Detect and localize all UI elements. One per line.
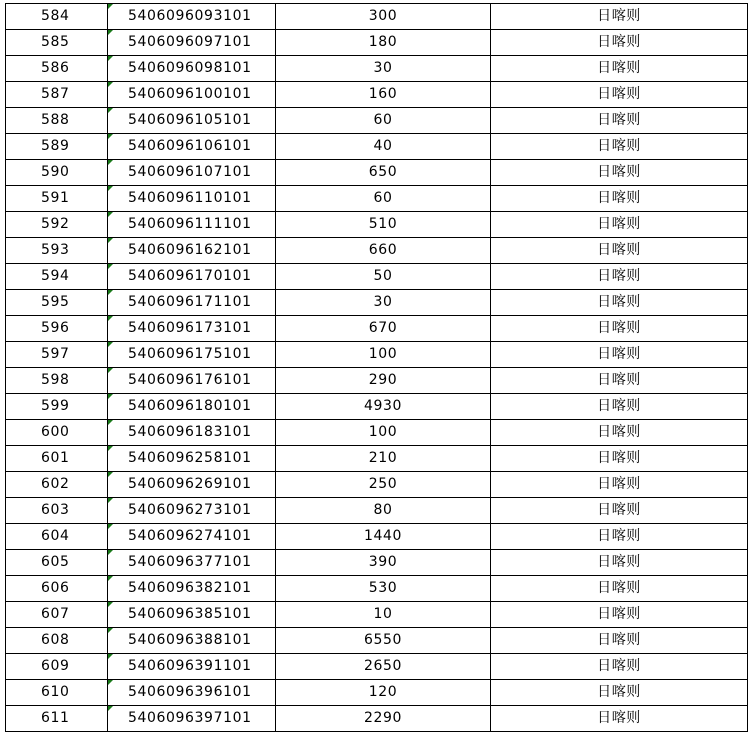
table-row (6, 654, 748, 680)
place-cell[interactable]: 日喀则 (491, 706, 748, 732)
code-text: 5406096171101 (128, 294, 252, 310)
table-row (6, 160, 748, 186)
code-text: 5406096106101 (128, 138, 252, 154)
text-number-flag-icon (108, 160, 113, 165)
place-cell[interactable]: 日喀则 (491, 238, 748, 264)
place-cell[interactable]: 日喀则 (491, 368, 748, 394)
table-row (6, 264, 748, 290)
table-row (6, 56, 748, 82)
code-text: 5406096397101 (128, 710, 252, 726)
table-row (6, 368, 748, 394)
value-cell[interactable]: 4930 (276, 394, 491, 420)
table-row (6, 134, 748, 160)
row-number-cell[interactable]: 599 (6, 394, 108, 420)
value-cell[interactable]: 160 (276, 82, 491, 108)
table-row (6, 82, 748, 108)
value-cell[interactable]: 300 (276, 4, 491, 30)
code-text: 5406096180101 (128, 398, 252, 414)
value-cell[interactable]: 6550 (276, 628, 491, 654)
code-cell[interactable] (108, 160, 276, 186)
text-number-flag-icon (108, 498, 113, 503)
table-row (6, 108, 748, 134)
code-cell[interactable] (108, 56, 276, 82)
table-row (6, 524, 748, 550)
code-cell[interactable] (108, 368, 276, 394)
value-cell[interactable]: 650 (276, 160, 491, 186)
value-cell[interactable]: 510 (276, 212, 491, 238)
value-cell[interactable]: 660 (276, 238, 491, 264)
code-cell[interactable] (108, 134, 276, 160)
row-number-cell[interactable]: 587 (6, 82, 108, 108)
code-cell[interactable] (108, 628, 276, 654)
value-cell[interactable]: 100 (276, 420, 491, 446)
row-number-cell[interactable]: 604 (6, 524, 108, 550)
text-number-flag-icon (108, 394, 113, 399)
place-cell[interactable]: 日喀则 (491, 628, 748, 654)
row-number-cell[interactable]: 585 (6, 30, 108, 56)
code-text: 5406096377101 (128, 554, 252, 570)
table-row (6, 576, 748, 602)
code-cell[interactable] (108, 290, 276, 316)
table-row (6, 446, 748, 472)
code-cell[interactable] (108, 446, 276, 472)
value-cell[interactable]: 30 (276, 56, 491, 82)
place-cell[interactable]: 日喀则 (491, 654, 748, 680)
text-number-flag-icon (108, 628, 113, 633)
text-number-flag-icon (108, 654, 113, 659)
text-number-flag-icon (108, 550, 113, 555)
row-number-cell[interactable]: 598 (6, 368, 108, 394)
table-row (6, 680, 748, 706)
code-text: 5406096107101 (128, 164, 252, 180)
row-number-cell[interactable]: 602 (6, 472, 108, 498)
code-text: 5406096382101 (128, 580, 252, 596)
text-number-flag-icon (108, 4, 113, 9)
row-number-cell[interactable]: 600 (6, 420, 108, 446)
table-row (6, 290, 748, 316)
value-cell[interactable]: 60 (276, 186, 491, 212)
value-cell[interactable]: 2290 (276, 706, 491, 732)
row-number-cell[interactable]: 593 (6, 238, 108, 264)
row-number-cell[interactable]: 595 (6, 290, 108, 316)
value-cell[interactable]: 100 (276, 342, 491, 368)
table-row (6, 30, 748, 56)
row-number-cell[interactable]: 594 (6, 264, 108, 290)
code-text: 5406096097101 (128, 34, 252, 50)
code-text: 5406096388101 (128, 632, 252, 648)
code-text: 5406096110101 (128, 190, 252, 206)
code-text: 5406096274101 (128, 528, 252, 544)
code-text: 5406096111101 (128, 216, 252, 232)
code-text: 5406096173101 (128, 320, 252, 336)
code-cell[interactable] (108, 602, 276, 628)
place-cell[interactable]: 日喀则 (491, 56, 748, 82)
code-text: 5406096162101 (128, 242, 252, 258)
code-text: 5406096273101 (128, 502, 252, 518)
text-number-flag-icon (108, 446, 113, 451)
code-cell[interactable] (108, 316, 276, 342)
place-cell[interactable]: 日喀则 (491, 108, 748, 134)
code-cell[interactable] (108, 472, 276, 498)
code-text: 5406096391101 (128, 658, 252, 674)
code-text: 5406096093101 (128, 8, 252, 24)
text-number-flag-icon (108, 56, 113, 61)
row-number-cell[interactable]: 586 (6, 56, 108, 82)
row-number-cell[interactable]: 588 (6, 108, 108, 134)
table-row (6, 4, 748, 30)
code-cell[interactable] (108, 186, 276, 212)
place-cell[interactable]: 日喀则 (491, 394, 748, 420)
place-cell[interactable]: 日喀则 (491, 4, 748, 30)
text-number-flag-icon (108, 316, 113, 321)
value-cell[interactable]: 80 (276, 498, 491, 524)
code-cell[interactable] (108, 108, 276, 134)
code-text: 5406096183101 (128, 424, 252, 440)
code-cell[interactable] (108, 706, 276, 732)
row-number-cell[interactable]: 592 (6, 212, 108, 238)
code-text: 5406096258101 (128, 450, 252, 466)
code-text: 5406096269101 (128, 476, 252, 492)
place-cell[interactable]: 日喀则 (491, 82, 748, 108)
row-number-cell[interactable]: 609 (6, 654, 108, 680)
value-cell[interactable]: 120 (276, 680, 491, 706)
place-cell[interactable]: 日喀则 (491, 680, 748, 706)
table-row (6, 706, 748, 732)
table-row (6, 420, 748, 446)
place-cell[interactable]: 日喀则 (491, 316, 748, 342)
value-cell[interactable]: 250 (276, 472, 491, 498)
text-number-flag-icon (108, 134, 113, 139)
place-cell[interactable]: 日喀则 (491, 160, 748, 186)
text-number-flag-icon (108, 264, 113, 269)
place-cell[interactable]: 日喀则 (491, 186, 748, 212)
row-number-cell[interactable]: 610 (6, 680, 108, 706)
value-cell[interactable]: 180 (276, 30, 491, 56)
place-cell[interactable]: 日喀则 (491, 264, 748, 290)
table-row (6, 316, 748, 342)
place-cell[interactable]: 日喀则 (491, 446, 748, 472)
row-number-cell[interactable]: 596 (6, 316, 108, 342)
place-cell[interactable]: 日喀则 (491, 290, 748, 316)
code-cell[interactable] (108, 550, 276, 576)
row-number-cell[interactable]: 590 (6, 160, 108, 186)
place-cell[interactable]: 日喀则 (491, 30, 748, 56)
text-number-flag-icon (108, 602, 113, 607)
place-cell[interactable]: 日喀则 (491, 602, 748, 628)
value-cell[interactable]: 10 (276, 602, 491, 628)
row-number-cell[interactable]: 605 (6, 550, 108, 576)
value-cell[interactable]: 530 (276, 576, 491, 602)
row-number-cell[interactable]: 607 (6, 602, 108, 628)
code-text: 5406096175101 (128, 346, 252, 362)
text-number-flag-icon (108, 368, 113, 373)
text-number-flag-icon (108, 472, 113, 477)
place-cell[interactable]: 日喀则 (491, 420, 748, 446)
place-cell[interactable]: 日喀则 (491, 576, 748, 602)
code-cell[interactable] (108, 264, 276, 290)
code-cell[interactable] (108, 654, 276, 680)
row-number-cell[interactable]: 606 (6, 576, 108, 602)
table-row (6, 550, 748, 576)
text-number-flag-icon (108, 680, 113, 685)
row-number-cell[interactable]: 608 (6, 628, 108, 654)
code-text: 5406096176101 (128, 372, 252, 388)
spreadsheet-table (5, 3, 748, 732)
table-body (6, 4, 748, 732)
value-cell[interactable]: 290 (276, 368, 491, 394)
text-number-flag-icon (108, 524, 113, 529)
value-cell[interactable]: 1440 (276, 524, 491, 550)
row-number-cell[interactable]: 597 (6, 342, 108, 368)
code-cell[interactable] (108, 212, 276, 238)
table-row (6, 394, 748, 420)
value-cell[interactable]: 390 (276, 550, 491, 576)
text-number-flag-icon (108, 30, 113, 35)
table-row (6, 498, 748, 524)
table-row (6, 628, 748, 654)
row-number-cell[interactable]: 591 (6, 186, 108, 212)
value-cell[interactable]: 30 (276, 290, 491, 316)
text-number-flag-icon (108, 342, 113, 347)
text-number-flag-icon (108, 420, 113, 425)
table-row (6, 186, 748, 212)
code-text: 5406096100101 (128, 86, 252, 102)
code-cell[interactable] (108, 238, 276, 264)
text-number-flag-icon (108, 108, 113, 113)
table-row (6, 472, 748, 498)
code-text: 5406096170101 (128, 268, 252, 284)
place-cell[interactable]: 日喀则 (491, 498, 748, 524)
text-number-flag-icon (108, 576, 113, 581)
table-row (6, 212, 748, 238)
table-row (6, 602, 748, 628)
row-number-cell[interactable]: 601 (6, 446, 108, 472)
code-cell[interactable] (108, 524, 276, 550)
text-number-flag-icon (108, 706, 113, 711)
code-text: 5406096098101 (128, 60, 252, 76)
place-cell[interactable]: 日喀则 (491, 524, 748, 550)
text-number-flag-icon (108, 238, 113, 243)
place-cell[interactable]: 日喀则 (491, 472, 748, 498)
row-number-cell[interactable]: 589 (6, 134, 108, 160)
place-cell[interactable]: 日喀则 (491, 134, 748, 160)
code-cell[interactable] (108, 576, 276, 602)
text-number-flag-icon (108, 290, 113, 295)
text-number-flag-icon (108, 212, 113, 217)
code-text: 5406096385101 (128, 606, 252, 622)
value-cell[interactable]: 50 (276, 264, 491, 290)
place-cell[interactable]: 日喀则 (491, 212, 748, 238)
value-cell[interactable]: 40 (276, 134, 491, 160)
table-row (6, 342, 748, 368)
code-cell[interactable] (108, 680, 276, 706)
place-cell[interactable]: 日喀则 (491, 550, 748, 576)
table-row (6, 238, 748, 264)
code-cell[interactable] (108, 4, 276, 30)
code-cell[interactable] (108, 394, 276, 420)
value-cell[interactable]: 210 (276, 446, 491, 472)
row-number-cell[interactable]: 584 (6, 4, 108, 30)
code-cell[interactable] (108, 498, 276, 524)
code-cell[interactable] (108, 342, 276, 368)
text-number-flag-icon (108, 82, 113, 87)
place-cell[interactable]: 日喀则 (491, 342, 748, 368)
code-text: 5406096105101 (128, 112, 252, 128)
code-cell[interactable] (108, 420, 276, 446)
text-number-flag-icon (108, 186, 113, 191)
code-text: 5406096396101 (128, 684, 252, 700)
value-cell[interactable]: 60 (276, 108, 491, 134)
code-cell[interactable] (108, 82, 276, 108)
row-number-cell[interactable]: 611 (6, 706, 108, 732)
value-cell[interactable]: 2650 (276, 654, 491, 680)
value-cell[interactable]: 670 (276, 316, 491, 342)
code-cell[interactable] (108, 30, 276, 56)
row-number-cell[interactable]: 603 (6, 498, 108, 524)
